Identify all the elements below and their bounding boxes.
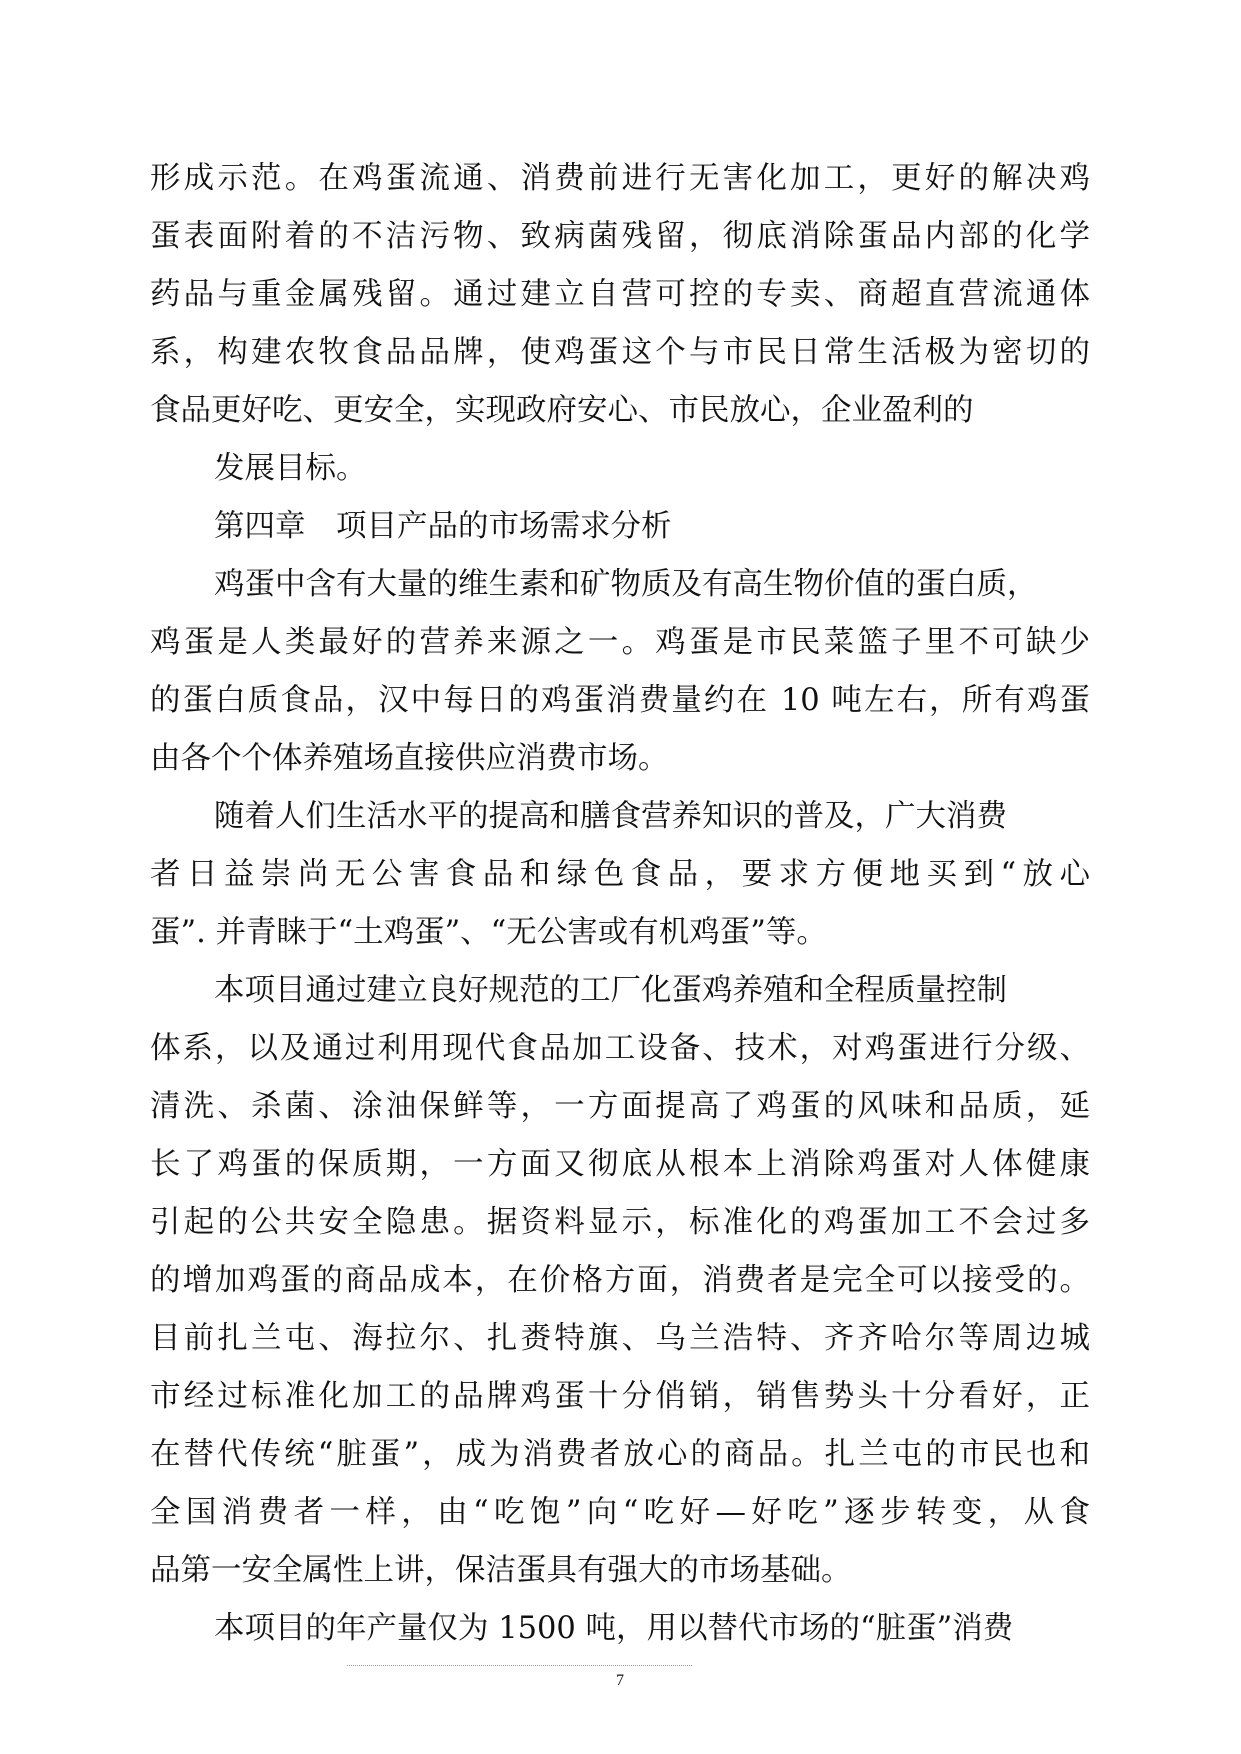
text-line: 由各个个体养殖场直接供应消费市场。 bbox=[150, 741, 669, 776]
text-line: 的蛋白质食品，汉中每日的鸡蛋消费量约在 10 吨左右，所有鸡蛋 bbox=[150, 683, 1090, 718]
text-line: 在替代传统“脏蛋”，成为消费者放心的商品。扎兰屯的市民也和 bbox=[150, 1437, 1090, 1472]
text-line: 鸡蛋中含有大量的维生素和矿物质及有高生物价值的蛋白质， bbox=[214, 567, 1038, 602]
text-line: 系，构建农牧食品品牌，使鸡蛋这个与市民日常生活极为密切的 bbox=[150, 335, 1090, 370]
text-line: 品第一安全属性上讲，保洁蛋具有强大的市场基础。 bbox=[150, 1553, 852, 1588]
text-line: 清洗、杀菌、涂油保鲜等，一方面提高了鸡蛋的风味和品质，延 bbox=[150, 1089, 1090, 1124]
text-line: 全国消费者一样，由“吃饱”向“吃好—好吃”逐步转变，从食 bbox=[150, 1495, 1090, 1530]
text-line: 者日益崇尚无公害食品和绿色食品，要求方便地买到“放心 bbox=[150, 857, 1090, 892]
text-line: 药品与重金属残留。通过建立自营可控的专卖、商超直营流通体 bbox=[150, 277, 1090, 312]
body-text bbox=[150, 150, 1090, 1658]
text-line: 市经过标准化加工的品牌鸡蛋十分俏销，销售势头十分看好，正 bbox=[150, 1379, 1090, 1414]
text-line: 发展目标。 bbox=[214, 451, 367, 486]
text-line: 食品更好吃、更安全，实现政府安心、市民放心，企业盈利的 bbox=[150, 393, 974, 428]
text-line: 随着人们生活水平的提高和膳食营养知识的普及，广大消费 bbox=[214, 799, 1007, 834]
text-line: 的增加鸡蛋的商品成本，在价格方面，消费者是完全可以接受的。 bbox=[150, 1263, 1090, 1298]
text-line: 本项目通过建立良好规范的工厂化蛋鸡养殖和全程质量控制 bbox=[214, 973, 1007, 1008]
footer-divider bbox=[347, 1665, 692, 1666]
text-line: 形成示范。在鸡蛋流通、消费前进行无害化加工，更好的解决鸡 bbox=[150, 161, 1090, 196]
text-line: 鸡蛋是人类最好的营养来源之一。鸡蛋是市民菜篮子里不可缺少 bbox=[150, 625, 1090, 660]
text-line: 引起的公共安全隐患。据资料显示，标准化的鸡蛋加工不会过多 bbox=[150, 1205, 1090, 1240]
chapter-heading: 第四章 项目产品的市场需求分析 bbox=[214, 509, 672, 544]
text-line: 目前扎兰屯、海拉尔、扎赉特旗、乌兰浩特、齐齐哈尔等周边城 bbox=[150, 1321, 1090, 1356]
text-line: 蛋”. 并青睐于“土鸡蛋”、“无公害或有机鸡蛋”等。 bbox=[150, 915, 827, 950]
text-line: 本项目的年产量仅为 1500 吨，用以替代市场的“脏蛋”消费 bbox=[214, 1611, 1014, 1646]
text-line: 体系，以及通过利用现代食品加工设备、技术，对鸡蛋进行分级、 bbox=[150, 1031, 1090, 1066]
text-line: 蛋表面附着的不洁污物、致病菌残留，彻底消除蛋品内部的化学 bbox=[150, 219, 1090, 254]
text-line: 长了鸡蛋的保质期，一方面又彻底从根本上消除鸡蛋对人体健康 bbox=[150, 1147, 1090, 1182]
page-number: 7 bbox=[616, 1672, 624, 1689]
